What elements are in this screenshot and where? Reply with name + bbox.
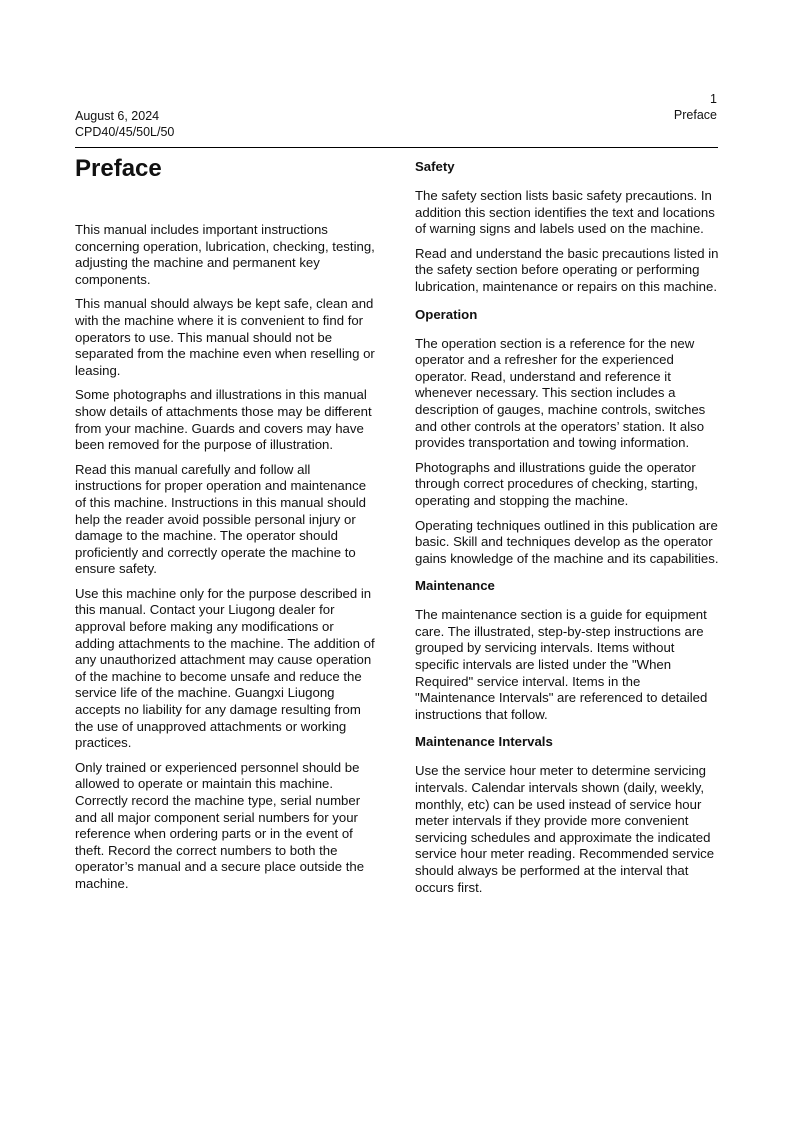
header-model: CPD40/45/50L/50 bbox=[75, 125, 175, 139]
section-operation bbox=[415, 306, 719, 568]
page-number: 1 bbox=[710, 92, 717, 106]
section-heading: Safety bbox=[415, 159, 455, 174]
page-title: Preface bbox=[75, 155, 162, 182]
right-column bbox=[415, 158, 719, 906]
left-column bbox=[75, 222, 377, 901]
section-safety bbox=[415, 158, 719, 296]
paragraph: Read this manual carefully and follow all instructions for proper operation and maintenance of this machine. Instructions in this manual should help the reader avoid possible personal injury or damage to the machine. The operator should proficiently and correctly operate the machine to ensure safety. bbox=[75, 461, 367, 577]
paragraph: The safety section lists basic safety precautions. In addition this section identifies the text and locations of warning signs and labels used on the machine. bbox=[415, 188, 715, 237]
paragraph: The operation section is a reference for the new operator and a refresher for the experienced operator. Read, understand and reference it whenever necessary. This section includes a description of gauges, machine controls, switches and other controls at the operators’ station. It also provides transportation and towing information. bbox=[415, 335, 706, 451]
paragraph: Operating techniques outlined in this publication are basic. Skill and techniques develop as the operator gains knowledge of the machine and its capabilities. bbox=[415, 517, 719, 566]
header-section: Preface bbox=[673, 108, 717, 122]
paragraph: The maintenance section is a guide for equipment care. The illustrated, step-by-step instructions are grouped by servicing intervals. Items without specific intervals are listed under the "When Required" service interval. Items in the "Maintenance Intervals" are referenced to detailed instructions that follow. bbox=[415, 607, 708, 722]
header-date: August 6, 2024 bbox=[75, 109, 160, 123]
section-heading: Maintenance bbox=[415, 578, 495, 594]
paragraph: Use the service hour meter to determine servicing intervals. Calendar intervals shown (daily, weekly, monthly, etc) can be used instead of service hour meter intervals if they provide more convenient servicing schedules and approximate the indicated service hour meter reading. Recommended service should always be performed at the interval that occurs first. bbox=[415, 763, 715, 895]
section-maintenance bbox=[415, 577, 719, 723]
paragraph: This manual should always be kept safe, clean and with the machine where it is convenient to find for operators to use. This manual should not be separated from the machine even when reselling or leasing. bbox=[75, 296, 375, 378]
section-maintenance-intervals bbox=[415, 733, 719, 896]
paragraph: Some photographs and illustrations in this manual show details of attachments those may be different from your machine. Guards and covers may have been removed for the purpose of illustration. bbox=[75, 387, 372, 453]
section-heading: Maintenance Intervals bbox=[415, 734, 553, 750]
paragraph: Photographs and illustrations guide the operator through correct procedures of checking, starting, operating and stopping the machine. bbox=[415, 459, 698, 508]
header-left bbox=[75, 108, 174, 140]
paragraph: This manual includes important instructions concerning operation, lubrication, checking, testing, adjusting the machine and permanent key components. bbox=[75, 222, 375, 287]
header-rule bbox=[75, 147, 718, 148]
paragraph: Read and understand the basic precautions listed in the safety section before operating or performing lubrication, maintenance or repairs on this machine. bbox=[415, 245, 719, 294]
paragraph: Use this machine only for the purpose described in this manual. Contact your Liugong dealer for approval before making any modifications or adding attachments to the machine. The addition of any unauthorized attachment may cause operation of the machine to become unsafe and reduce the service life of the machine. Guangxi Liugong accepts no liability for any damage resulting from the use of unapproved attachments or working practices. bbox=[75, 585, 375, 751]
paragraph: Only trained or experienced personnel should be allowed to operate or maintain this machine. Correctly record the machine type, serial number and all major component serial numbers for your reference when ordering parts or in the event of theft. Record the correct numbers to both the operator’s manual and a secure place outside the machine. bbox=[75, 759, 365, 891]
section-heading: Operation bbox=[415, 306, 478, 322]
header-right bbox=[674, 91, 717, 123]
